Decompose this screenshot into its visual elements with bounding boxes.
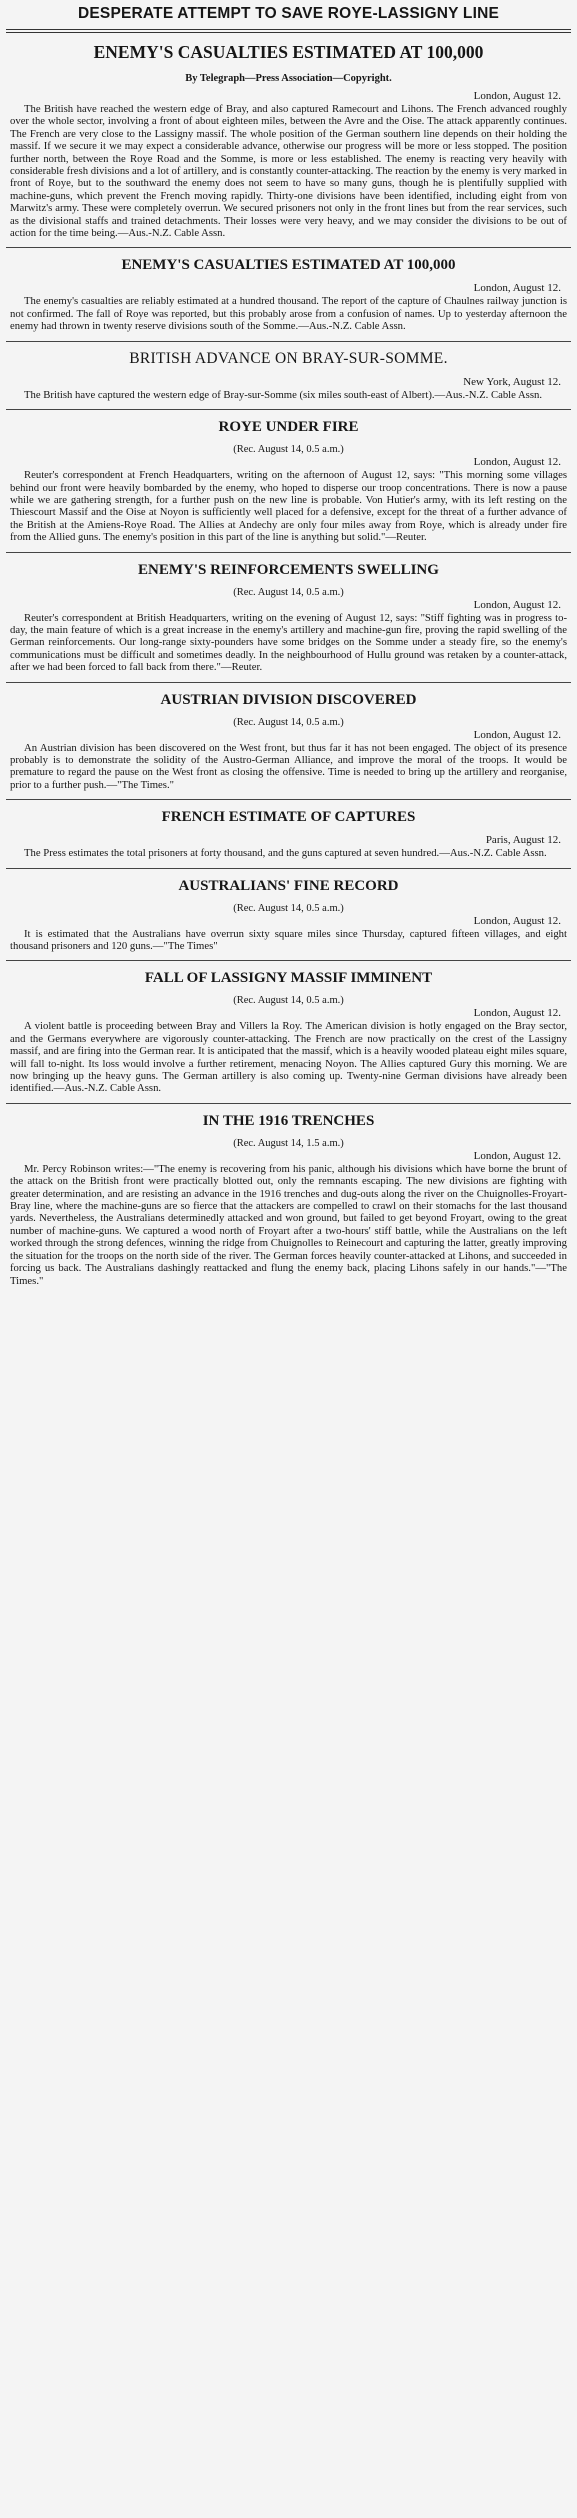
- dateline: Paris, August 12.: [485, 834, 561, 847]
- article: [6, 808, 571, 859]
- divider: [6, 1103, 571, 1104]
- article-body: Reuter's correspondent at British Headquarters, writing on the evening of August 12, says: "Stiff fighting was in progress to-day, the main feature of which is a great increase in the enemy's artillery and machine-gun fire, proving the rapid swelling of the German reinforcements. Our long-range sixty-pounders have some bridges on the Somme under a steady fire, so the enemy's communications must be difficult and sometimes deadly. In the neighbourhood of Hullu ground was retaken by a counter-attack, after we had been forced to fall back from there."—Reuter.: [10, 611, 567, 674]
- divider: [6, 29, 571, 33]
- article: [6, 561, 571, 674]
- article-headline: ROYE UNDER FIRE: [218, 419, 359, 436]
- article-headline: ENEMY'S REINFORCEMENTS SWELLING: [138, 561, 439, 578]
- divider: [6, 868, 571, 869]
- article-headline: AUSTRALIANS' FINE RECORD: [178, 877, 399, 894]
- article-body: The British have reached the western edge of Bray, and also captured Ramecourt and Lihons. The French advanced roughly over the whole sector, involving a front of about eighteen miles, between the Avre and the Oise. The attack apparently continues. The French are very close to the Lassigny massif. The whole position of the German southern line depends on their holding the massif. If we secure it we may expect a considerable advance, otherwise our progress will be more or less stopped. The position further north, between the Roye Road and the Somme, is more or less established. The enemy is reacting very heavily with considerable fresh divisions and a lot of artillery, and is constantly counter-attacking. The reaction by the enemy is very marked in front of Roye, but to the southward the enemy does not seem to have so many guns, though he is plentifully supplied with machine-guns, which prevent the French moving rapidly. Thirty-one divisions have been identified, including eight from von Marwitz's army. These were completely overrun. We secured prisoners not only in the front lines but from the rear services, such as the divisional staffs and trained detachments. Their losses were very heavy, and we may consider the divisions to be out of action for the time being.—Aus.-N.Z. Cable Assn.: [10, 103, 567, 240]
- divider: [6, 552, 571, 553]
- divider: [6, 247, 571, 248]
- article-headline: IN THE 1916 TRENCHES: [202, 1112, 375, 1129]
- divider: [6, 960, 571, 961]
- dateline: London, August 12.: [473, 728, 561, 741]
- dateline: London, August 12.: [473, 1149, 561, 1162]
- article-body: Reuter's correspondent at French Headquarters, writing on the afternoon of August 12, says: "This morning some villages behind our front were heavily bombarded by the enemy, who hoped to disperse our troop concentrations. There is now a pause while we are gathering strength, for a further push on the new line is probable. Von Hutier's army, with its left resting on the Thiescourt Massif and the Oise at Noyon is sufficiently well placed for a defensive, except for the threat of a further advance of the British at the Amiens-Roye Road. The Allies at Andechy are only four miles away from Roye, which is already under fire from the Allied guns. The enemy's position in this part of the line is anything but solid."—Reuter.: [10, 469, 567, 544]
- article: [6, 418, 571, 543]
- article-headline: ENEMY'S CASUALTIES ESTIMATED AT 100,000: [121, 257, 456, 274]
- main-headline: ENEMY'S CASUALTIES ESTIMATED AT 100,000: [93, 42, 484, 62]
- article-headline: FRENCH ESTIMATE OF CAPTURES: [161, 809, 416, 826]
- article-body: Mr. Percy Robinson writes:—"The enemy is recovering from his panic, although his divisions which have borne the brunt of the attack on the British front were practically blotted out, only the remnants escaping. The new divisions are fighting with greater determination, and are resisting an advance in the 1916 trenches and dug-outs along the river on the Chuignolles-Froyart-Bray line, where the machine-guns are so fierce that the attackers are compelled to crawl on their stomachs for the last thousand yards. Nevertheless, the Australians determinedly attacked and won ground, but failed to get beyond Froyart, owing to the great number of machine-guns. We captured a wood north of Froyart after a two-hours' stiff battle, while the Australians on the left worked through the strong defences, winning the ridge from Chuignolles to Reinecourt and capturing the latter, greatly improving the situation for the troops on the north side of the river. The German forces heavily counter-attacked at Lihons, and succeeded in forcing us back. The Australians dashingly reattacked and flung the enemy back, placing Lihons safely in our hands."—"The Times.": [10, 1162, 567, 1287]
- received-time: (Rec. August 14, 0.5 a.m.): [233, 995, 344, 1007]
- article-headline: BRITISH ADVANCE ON BRAY-SUR-SOMME.: [129, 349, 448, 367]
- dateline: London, August 12.: [473, 1007, 561, 1020]
- banner-headline: DESPERATE ATTEMPT TO SAVE ROYE-LASSIGNY LINE: [77, 5, 500, 22]
- article: [6, 969, 571, 1094]
- received-time: (Rec. August 14, 1.5 a.m.): [233, 1137, 344, 1149]
- dateline: London, August 12.: [473, 90, 561, 102]
- byline: By Telegraph—Press Association—Copyright.: [185, 73, 392, 84]
- article: [6, 350, 571, 401]
- received-time: (Rec. August 14, 0.5 a.m.): [233, 716, 344, 728]
- divider: [6, 341, 571, 342]
- dateline: London, August 12.: [473, 598, 561, 611]
- article: [6, 691, 571, 792]
- received-time: (Rec. August 14, 0.5 a.m.): [233, 902, 344, 914]
- article-body: It is estimated that the Australians have overrun sixty square miles since Thursday, captured fifteen villages, and eight thousand prisoners and 120 guns.—"The Times": [10, 927, 567, 952]
- divider: [6, 799, 571, 800]
- divider: [6, 682, 571, 683]
- article: [6, 256, 571, 332]
- received-time: (Rec. August 14, 0.5 a.m.): [233, 444, 344, 456]
- article-body: An Austrian division has been discovered on the West front, but thus far it has not been engaged. The object of its presence probably is to demonstrate the solidity of the Austro-German Alliance, and improve the moral of the troops. It would be premature to regard the pause on the West front as closing the offensive. Time is needed to bring up the artillery and reorganise, prior to a further push.—"The Times.": [10, 741, 567, 791]
- article-body: The enemy's casualties are reliably estimated at a hundred thousand. The report of the capture of Chaulnes railway junction is not confirmed. The fall of Roye was reported, but this probably arose from a confusion of names. Up to yesterday afternoon the enemy had thrown in twenty reserve divisions south of the Somme.—Aus.-N.Z. Cable Assn.: [10, 295, 567, 333]
- received-time: (Rec. August 14, 0.5 a.m.): [233, 586, 344, 598]
- dateline: New York, August 12.: [463, 375, 561, 388]
- article-body: A violent battle is proceeding between Bray and Villers la Roy. The American division is hotly engaged on the Bray sector, and the Germans everywhere are vigorously counter-attacking. The French are now practically on the crest of the Lassigny massif, and are firing into the German rear. It is anticipated that the massif, which is a heavily wooded plateau eight miles square, will fall to-night. Its loss would involve a further retirement, menacing Noyon. The Allies captured Gury this morning. We are now bringing up the heavy guns. The German artillery is also coming up. Twenty-nine German divisions have already been identified.—Aus.-N.Z. Cable Assn.: [10, 1020, 567, 1095]
- dateline: London, August 12.: [473, 456, 561, 469]
- dateline: London, August 12.: [473, 282, 561, 295]
- article-body: The Press estimates the total prisoners at forty thousand, and the guns captured at seven hundred.—Aus.-N.Z. Cable Assn.: [24, 847, 547, 860]
- article-body: The British have captured the western edge of Bray-sur-Somme (six miles south-east of Albert).—Aus.-N.Z. Cable Assn.: [24, 388, 543, 401]
- article-headline: AUSTRIAN DIVISION DISCOVERED: [160, 691, 417, 708]
- article-headline: FALL OF LASSIGNY MASSIF IMMINENT: [144, 970, 433, 987]
- article: [6, 877, 571, 953]
- divider: [6, 409, 571, 410]
- dateline: London, August 12.: [473, 914, 561, 927]
- article: [6, 1112, 571, 1287]
- newspaper-column: [6, 0, 571, 1287]
- article: [6, 90, 571, 239]
